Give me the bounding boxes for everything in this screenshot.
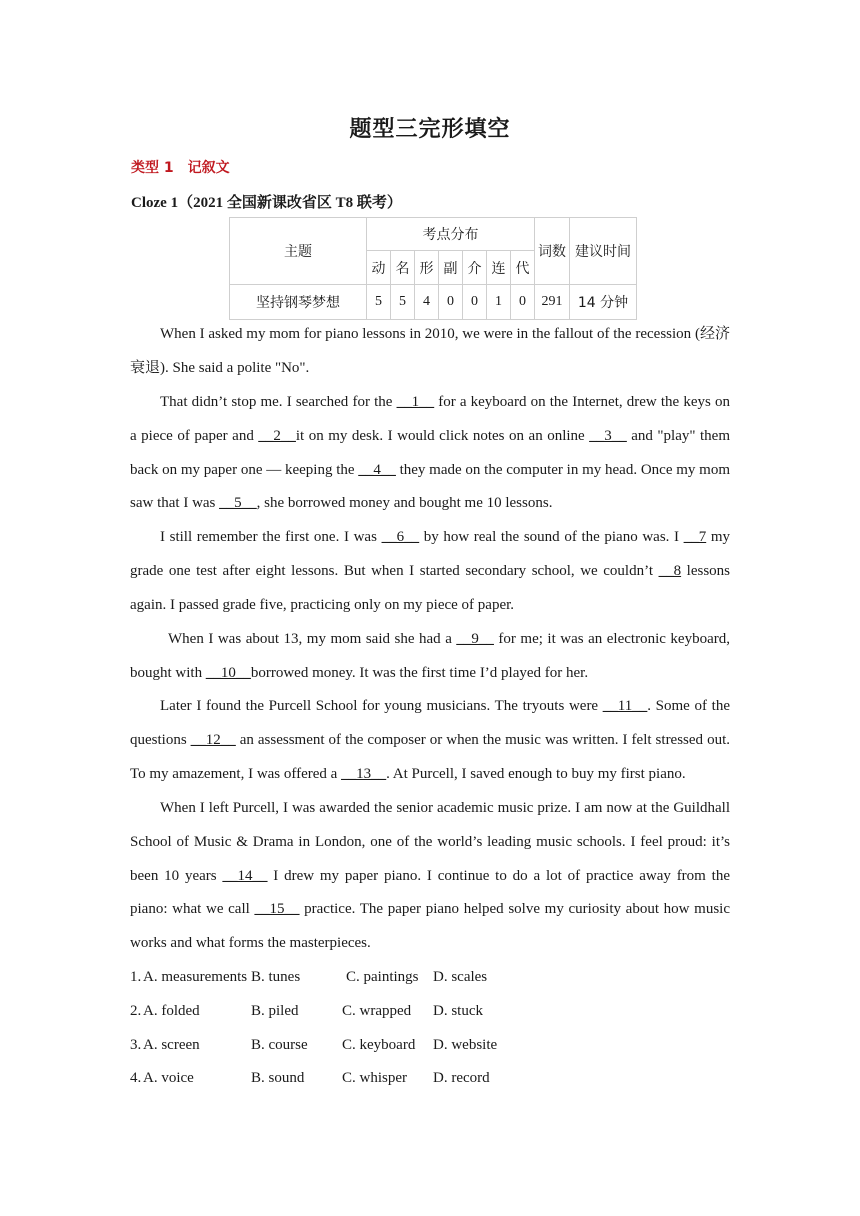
option-d: D. stuck	[433, 1002, 483, 1019]
paragraph-text: practice. The paper piano helped solve my curiosity about how music works and what forms the masterpieces.	[130, 901, 730, 952]
option-d: D. scales	[433, 969, 488, 985]
blank-8: __8	[658, 562, 682, 579]
option-row	[130, 961, 730, 995]
paragraph-text: they made on the computer in my head. Once my mom saw that I was	[130, 461, 730, 512]
option-b: B. course	[251, 1036, 308, 1053]
passage-paragraph-1	[130, 318, 730, 386]
paragraph-text: for a keyboard on the Internet, drew the keys on a piece of paper and	[130, 394, 730, 444]
option-c: C. keyboard	[342, 1036, 416, 1053]
option-d: D. record	[433, 1070, 490, 1087]
theme-value: 坚持钢琴梦想	[230, 285, 367, 320]
section-type-heading	[131, 157, 230, 177]
option-d: D. website	[433, 1036, 498, 1053]
option-a: A. folded	[143, 1002, 200, 1019]
distribution-header: 考点分布	[367, 218, 535, 251]
pos-label: 动	[367, 251, 391, 285]
paragraph-text: , she borrowed money and bought me 10 lessons.	[256, 495, 553, 512]
paragraph-text: for me; it was an electronic keyboard, bought with	[130, 631, 730, 681]
pos-count: 0	[463, 285, 487, 320]
paragraph-text: and "play" them back on my paper one — keeping the	[130, 427, 730, 478]
paragraph-text: That didn’t stop me. I searched for the	[160, 394, 397, 410]
option-row	[130, 995, 730, 1029]
passage-paragraph-5	[130, 690, 730, 791]
pos-count: 5	[367, 285, 391, 320]
answer-options	[130, 961, 730, 1096]
passage-paragraph-2	[130, 386, 730, 521]
paragraph-text: my grade one test after eight lessons. But when I started secondary school, we couldn’t	[130, 529, 730, 579]
blank-11: __11__	[602, 698, 648, 714]
type-label: 类型 1	[131, 160, 174, 176]
blank-6: __6__	[381, 529, 420, 545]
option-c: C. paintings	[346, 969, 419, 985]
blank-10: __10__	[205, 664, 251, 681]
page-title: 题型三完形填空	[349, 117, 511, 142]
paragraph-text: it on my desk. I would click notes on an online	[295, 427, 590, 444]
blank-7: __7	[683, 529, 707, 545]
paragraph-text: When I was about 13, my mom said she had a	[168, 631, 457, 647]
paragraph-text: . At Purcell, I saved enough to buy my first piano.	[386, 765, 686, 782]
pos-label: 代	[511, 251, 535, 285]
word-count-header: 词数	[535, 218, 570, 285]
option-row	[130, 1062, 730, 1096]
paragraph-text: an assessment of the composer or when the music was written. I felt stressed out. To my amazement, I was offered a	[130, 731, 730, 782]
blank-15: __15__	[254, 901, 300, 918]
option-number: 3.	[130, 1036, 142, 1053]
paragraph-text: Later I found the Purcell School for young musicians. The tryouts were	[160, 698, 603, 714]
paragraph-text: I drew my paper piano. I continue to do a lot of practice away from the piano: what we call	[130, 867, 730, 918]
option-row	[130, 1029, 730, 1063]
blank-12: __12__	[190, 731, 236, 748]
option-number: 1.	[130, 969, 142, 985]
pos-label: 名	[391, 251, 415, 285]
option-c: C. wrapped	[342, 1002, 412, 1019]
passage-paragraph-4	[130, 623, 730, 691]
suggested-time-header: 建议时间	[570, 218, 637, 285]
option-b: B. sound	[251, 1070, 305, 1087]
pos-label: 形	[415, 251, 439, 285]
blank-14: __14__	[222, 867, 268, 884]
word-count-value: 291	[535, 285, 570, 320]
pos-count: 0	[511, 285, 535, 320]
pos-count: 5	[391, 285, 415, 320]
passage-paragraph-3	[130, 521, 730, 622]
pos-count: 4	[415, 285, 439, 320]
pos-count: 0	[439, 285, 463, 320]
blank-13: __13__	[341, 765, 387, 782]
theme-header: 主题	[230, 218, 367, 285]
option-b: B. tunes	[251, 969, 301, 985]
type-name: 记叙文	[187, 160, 230, 176]
passage-paragraph-6	[130, 792, 730, 961]
option-c: C. whisper	[342, 1070, 407, 1087]
option-b: B. piled	[251, 1002, 299, 1019]
option-a: A. screen	[143, 1036, 200, 1053]
suggested-time-value: 14 分钟	[570, 285, 637, 320]
paragraph-text: by how real the sound of the piano was. I	[419, 529, 684, 545]
paragraph-text: I still remember the first one. I was	[160, 529, 382, 545]
blank-3: __3__	[589, 427, 627, 444]
paragraph-text: When I asked my mom for piano lessons in 2010, we were in the fallout of the recession (经济衰退). She said a polite "No".	[130, 326, 730, 376]
pos-count: 1	[487, 285, 511, 320]
paragraph-text: borrowed money. It was the first time I’d played for her.	[250, 664, 589, 681]
blank-4: __4__	[358, 461, 396, 478]
blank-2: __2__	[258, 427, 296, 444]
stats-table	[229, 217, 637, 320]
pos-label: 副	[439, 251, 463, 285]
paragraph-text: When I left Purcell, I was awarded the senior academic music prize. I am now at the Guildhall School of Music & Drama in London, one of the world’s leading music schools. I feel proud: it’s been 10 years	[130, 800, 730, 884]
paragraph-text: . Some of the questions	[130, 698, 730, 748]
pos-label: 介	[463, 251, 487, 285]
option-number: 4.	[130, 1070, 142, 1087]
paragraph-text: lessons again. I passed grade five, practicing only on my piece of paper.	[130, 562, 730, 613]
blank-5: __5__	[219, 495, 257, 512]
blank-9: __9__	[456, 631, 494, 647]
option-a: A. measurements	[143, 969, 248, 985]
option-a: A. voice	[143, 1070, 194, 1087]
option-number: 2.	[130, 1002, 142, 1019]
pos-label: 连	[487, 251, 511, 285]
blank-1: __1__	[396, 394, 435, 410]
cloze-heading: Cloze 1（2021 全国新课改省区 T8 联考）	[131, 195, 402, 211]
